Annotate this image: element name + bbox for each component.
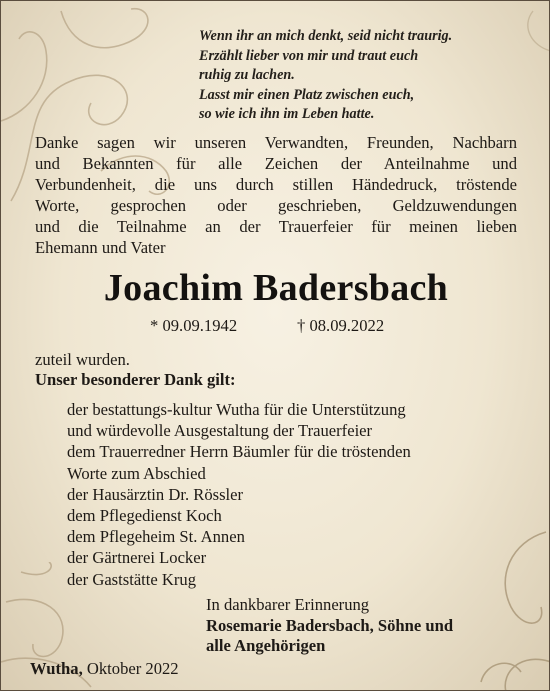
signatory-name: Rosemarie Badersbach, Söhne und <box>206 615 454 635</box>
deceased-name: Joachim Badersbach <box>103 267 449 309</box>
thanks-list <box>67 399 517 590</box>
signatory-relatives: alle Angehörigen <box>206 636 326 655</box>
list-item: Worte zum Abschied <box>67 463 206 483</box>
intro-line: Worte, gesprochen oder geschrieben, Geldzuwendungen <box>35 196 517 215</box>
poem-line: ruhig zu lachen. <box>199 67 295 84</box>
special-thanks-heading: Unser besonderer Dank gilt: <box>35 370 236 389</box>
life-dates <box>1 316 550 338</box>
intro-line: und Bekannten für alle Zeichen der Anteilnahme und <box>35 154 517 173</box>
list-item: dem Trauerredner Herrn Bäumler für die tröstenden <box>67 442 411 462</box>
birth-date: * 09.09.1942 <box>150 316 238 335</box>
place-name: Wutha, <box>30 659 83 678</box>
list-item: der Gaststätte Krug <box>67 569 197 589</box>
list-item: der bestattungs-kultur Wutha für die Unterstützung <box>67 400 406 419</box>
list-item: und würdevolle Ausgestaltung der Trauerfeier <box>67 421 373 441</box>
intro-paragraph <box>35 132 517 258</box>
memorial-poem <box>199 27 539 125</box>
publication-date: Oktober 2022 <box>86 659 179 678</box>
intro-line: Danke sagen wir unseren Verwandten, Freunden, Nachbarn <box>35 133 517 152</box>
list-item: dem Pflegeheim St. Annen <box>67 527 245 547</box>
list-item: der Gärtnerei Locker <box>67 548 207 568</box>
place-date-footer <box>30 659 179 679</box>
closing-signature <box>206 595 453 657</box>
poem-line: Erzählt lieber von mir und traut euch <box>199 47 419 64</box>
poem-line: so wie ich ihn im Leben hatte. <box>199 106 375 123</box>
poem-line: Lasst mir einen Platz zwischen euch, <box>199 86 415 103</box>
intro-line: Verbundenheit, die uns durch stillen Händedruck, tröstende <box>35 175 517 194</box>
list-item: dem Pflegedienst Koch <box>67 506 222 526</box>
closing-phrase: In dankbarer Erinnerung <box>206 595 370 614</box>
list-item: der Hausärztin Dr. Rössler <box>67 484 244 504</box>
continuation-text: zuteil wurden. <box>35 350 130 369</box>
poem-line: Wenn ihr an mich denkt, seid nicht traurig. <box>199 28 453 44</box>
intro-line: Ehemann und Vater <box>35 238 166 257</box>
intro-line: und die Teilnahme an der Trauerfeier für meinen lieben <box>35 217 517 236</box>
death-date: † 08.09.2022 <box>297 316 385 335</box>
